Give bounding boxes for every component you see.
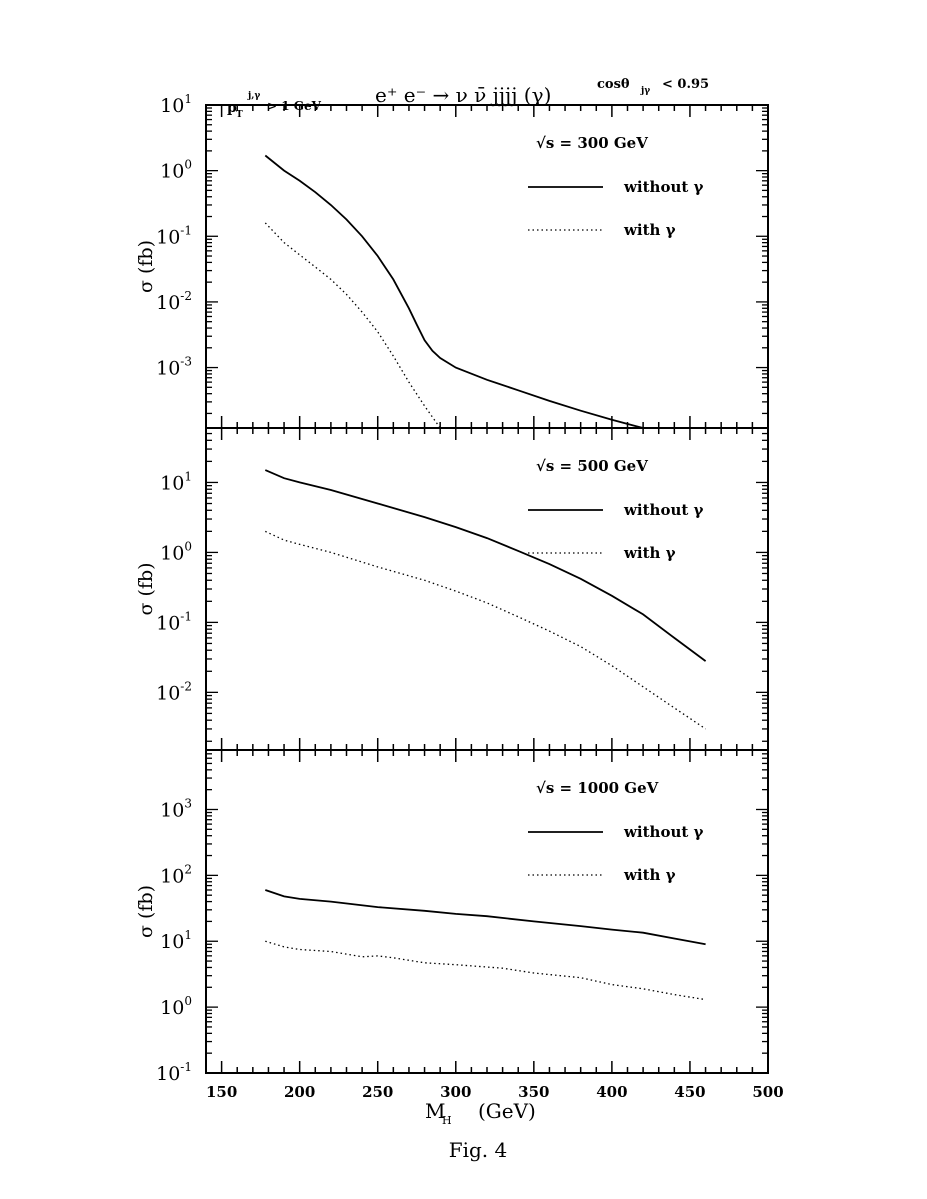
y-tick-label-exp: 0 [184,994,192,1009]
y-tick-label-exp: 3 [184,796,192,811]
y-tick-label-exp: 1 [184,92,192,106]
y-tick-label-exp: 1 [184,469,192,484]
legend-label: without γ [624,823,704,841]
x-axis-label [425,1099,536,1127]
figure-caption: Fig. 4 [448,1138,508,1162]
legend-label: without γ [624,501,704,519]
x-axis-label-main: M [425,1099,446,1123]
plot-frame [206,750,768,1073]
y-tick-label-exp: 2 [184,862,192,877]
y-tick-label [160,158,192,183]
energy-label: √s = 300 GeV [536,134,648,152]
x-axis-label-unit: (GeV) [478,1099,536,1123]
cut-left-sub: T [236,110,243,120]
cut-right-value: < 0.95 [662,77,710,92]
cut-left-label: p [227,100,237,116]
legend-label: with γ [624,221,676,239]
y-tick-label-exp: 0 [184,539,192,554]
y-tick-label [156,223,192,248]
y-tick-label [156,609,192,634]
y-tick-label-base: 10 [160,931,185,954]
cut-left-sup: j,γ [248,91,261,101]
y-tick-label-exp: 1 [184,928,192,943]
x-tick-label: 200 [284,1083,316,1101]
x-axis-label-sub: H [442,1114,452,1127]
y-tick-label-base: 10 [156,612,181,635]
x-tick-label: 400 [596,1083,628,1101]
y-axis-label: σ (fb) [135,239,157,294]
y-tick-label-base: 10 [156,682,181,705]
y-axis-label: σ (fb) [135,562,157,616]
legend-label: with γ [624,544,676,562]
y-tick-label [160,994,192,1019]
series-line-without-gamma [265,156,643,429]
y-tick-label [160,539,192,564]
y-tick-label-base: 10 [160,997,185,1020]
legend-label: with γ [624,866,676,884]
y-tick-label-exp: 0 [184,157,192,172]
y-tick-label [160,469,192,494]
process-title: e⁺ e⁻ → ν ν̄ jjjj (γ) [375,83,552,107]
series-line-without-gamma [265,470,705,661]
series-line-without-gamma [265,890,705,944]
x-tick-label: 250 [362,1083,394,1101]
y-tick-label-exp: -2 [180,679,192,694]
y-tick-label-exp: -1 [180,223,192,238]
y-tick-label-base: 10 [160,472,185,495]
y-tick-label-base: 10 [160,95,185,117]
plot-frame [206,428,768,750]
y-tick-label-base: 10 [160,865,185,888]
y-tick-label [160,92,192,117]
x-tick-label: 350 [518,1083,550,1101]
panel-500gev [135,428,768,750]
y-axis-label: σ (fb) [135,884,157,939]
x-tick-label: 450 [674,1083,706,1101]
y-tick-label-exp: -2 [180,288,192,303]
cut-left-value: > 1 GeV [267,99,321,113]
x-tick-label: 150 [205,1083,238,1101]
series-line-with-gamma [265,223,440,428]
y-tick-label-base: 10 [160,799,185,822]
panel-300gev [135,92,768,428]
series-line-with-gamma [265,941,705,999]
y-tick-label [160,862,192,887]
y-tick-label [156,289,192,314]
y-tick-label-base: 10 [160,160,185,183]
cut-right-sub: jγ [641,86,651,96]
energy-label: √s = 500 GeV [536,457,648,475]
y-tick-label [160,796,192,821]
energy-label: √s = 1000 GeV [536,779,659,797]
x-tick-label: 300 [440,1083,472,1101]
cut-right-label: cosθ [597,77,630,92]
y-tick-label-base: 10 [156,291,181,314]
panel-1000gev [135,750,784,1101]
y-tick-label-base: 10 [156,226,181,249]
y-tick-label-base: 10 [160,542,185,565]
y-tick-label-base: 10 [156,357,181,380]
y-tick-label-exp: -1 [180,1060,192,1074]
y-tick-label [156,1060,192,1085]
y-tick-label-exp: -1 [180,609,192,624]
y-tick-label [156,355,192,380]
x-tick-label: 500 [752,1083,784,1101]
legend-label: without γ [624,178,704,196]
y-tick-label [156,679,192,704]
y-tick-label [160,928,192,953]
y-tick-label-base: 10 [156,1063,181,1085]
y-tick-label-exp: -3 [180,354,192,369]
